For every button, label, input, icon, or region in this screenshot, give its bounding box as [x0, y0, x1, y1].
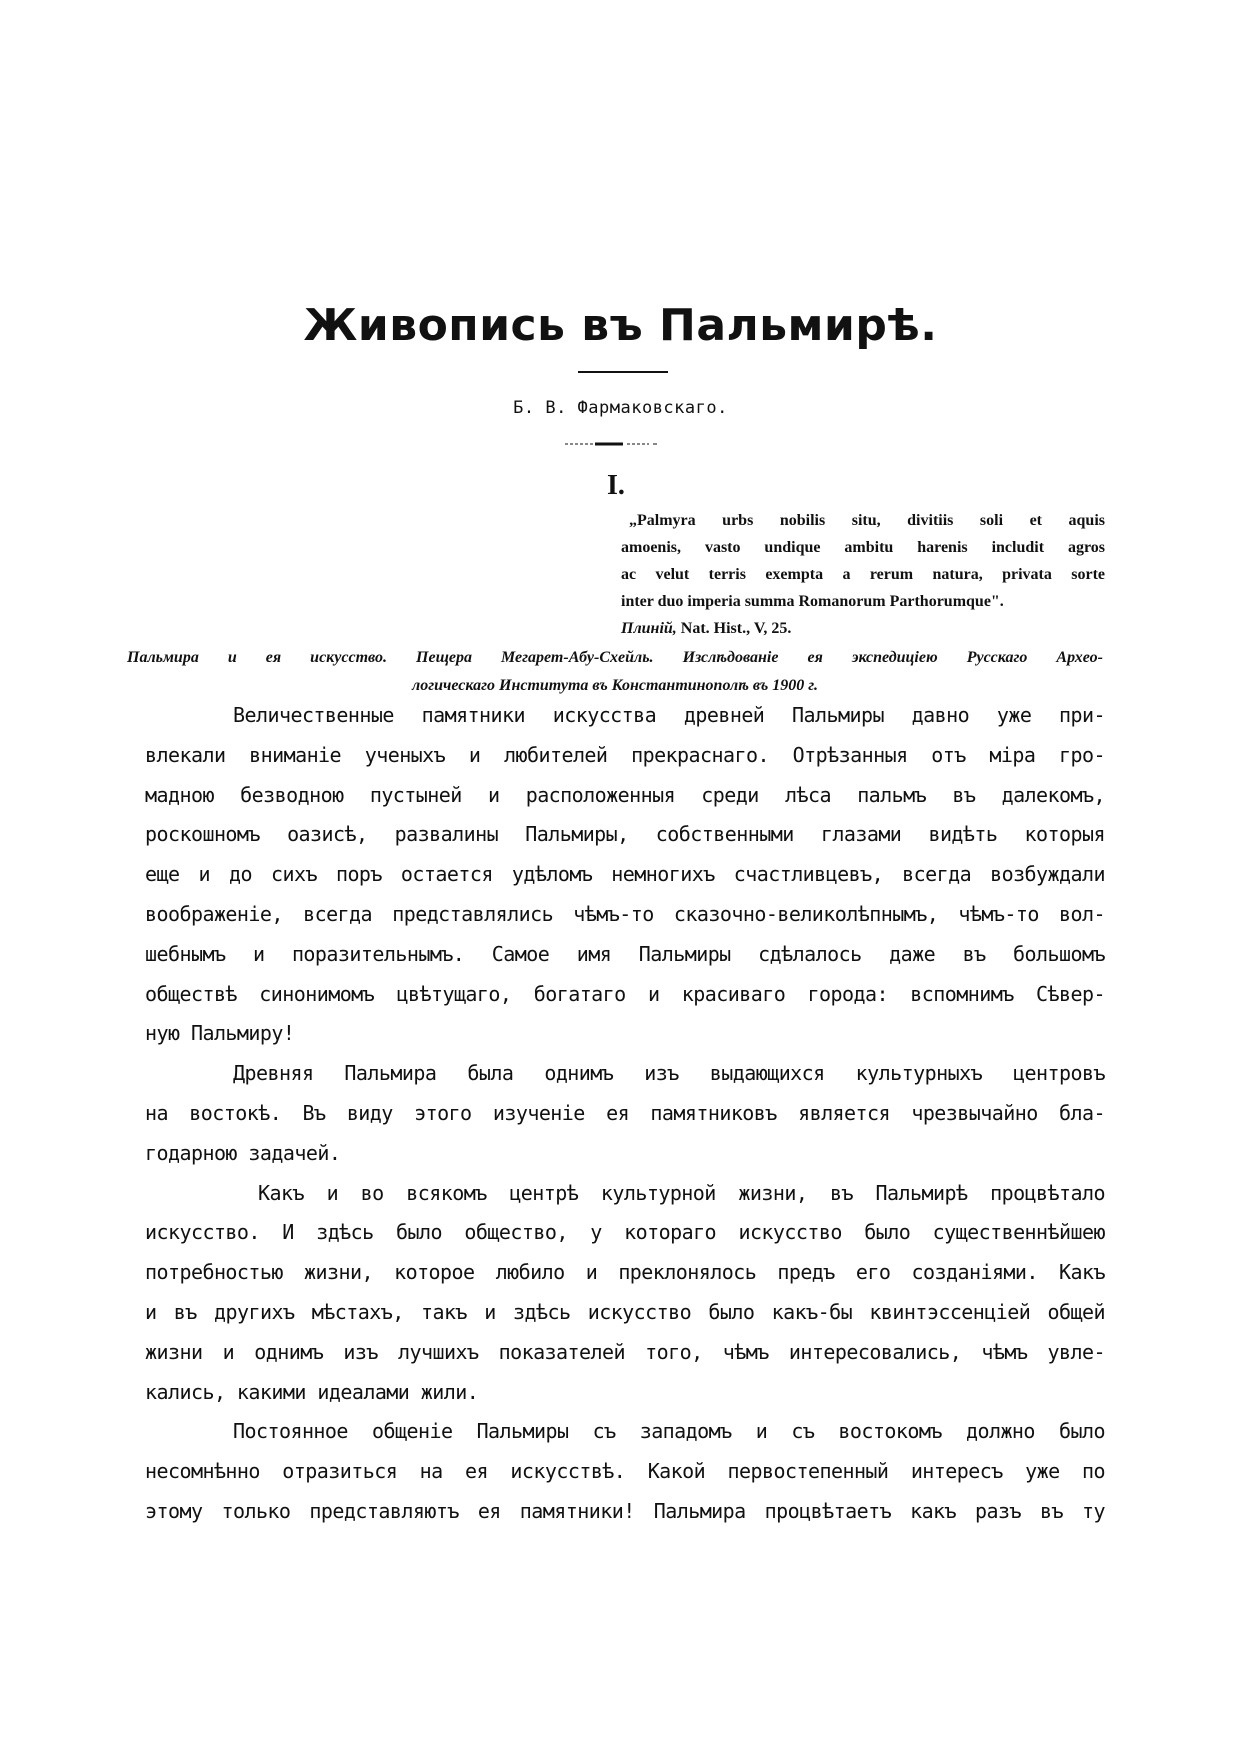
- body-line: жизни и однимъ изъ лучшихъ показателей того, чѣмъ интересовались, чѣмъ увле-: [145, 1339, 1105, 1364]
- body-line: годарною задачей.: [145, 1140, 341, 1165]
- body-line: Величественные памятники искусства древней Пальмиры давно уже при-: [233, 703, 1105, 727]
- subtitle-line: логическаго Института въ Константинополѣ въ 1900 г.: [412, 677, 818, 694]
- epigraph-source-author: Плиній,: [621, 620, 677, 637]
- body-line: мадною безводною пустыней и расположенныя среди лѣса пальмъ въ далекомъ,: [145, 782, 1105, 807]
- epigraph-source: [621, 615, 1105, 642]
- epigraph-source-ref: Nat. Hist., V, 25.: [680, 620, 792, 637]
- author-line: Б. В. Фармаковскаго.: [513, 398, 728, 418]
- article-body: [145, 696, 1105, 1532]
- body-line: влекали вниманіе ученыхъ и любителей прекраснаго. Отрѣзанныя отъ міра гро-: [145, 742, 1105, 767]
- epigraph-line: „Palmyra urbs nobilis situ, divitiis soli et aquis: [629, 512, 1105, 529]
- section-number: I.: [607, 470, 625, 501]
- body-line: Древняя Пальмира была однимъ изъ выдающихся культурныхъ центровъ: [233, 1061, 1105, 1086]
- article-title: Живопись въ Пальмирѣ.: [303, 300, 938, 351]
- body-line: шебнымъ и поразительнымъ. Самое имя Пальмиры сдѣлалось даже въ большомъ: [145, 941, 1105, 966]
- epigraph-line: ac velut terris exempta a rerum natura, privata sorte: [621, 566, 1105, 583]
- body-line: еще и до сихъ поръ остается удѣломъ немногихъ счастливцевъ, всегда возбуждали: [145, 862, 1105, 887]
- title-rule: [578, 371, 668, 373]
- body-line: воображеніе, всегда представлялись чѣмъ-то сказочно-великолѣпнымъ, чѣмъ-то вол-: [145, 901, 1105, 926]
- body-line: Какъ и во всякомъ центрѣ культурной жизни, въ Пальмирѣ процвѣтало: [258, 1180, 1105, 1205]
- ornament-divider: [565, 441, 660, 447]
- body-line: кались, какими идеалами жили.: [145, 1379, 479, 1404]
- body-line: Постоянное общеніе Пальмиры съ западомъ и съ востокомъ должно было: [233, 1419, 1105, 1444]
- epigraph: [621, 507, 1105, 642]
- body-line: на востокѣ. Въ виду этого изученіе ея памятниковъ является чрезвычайно бла-: [145, 1100, 1105, 1125]
- subtitle-line: Пальмира и ея искусство. Пещера Мегарет-Абу-Схейль. Изслѣдованіе ея экспедиціею Русскаго Архео-: [127, 649, 1103, 666]
- epigraph-line: inter duo imperia summa Romanorum Parthorumque".: [621, 593, 1004, 610]
- epigraph-line: amoenis, vasto undique ambitu harenis includit agros: [621, 539, 1105, 556]
- body-line: роскошномъ оазисѣ, развалины Пальмиры, собственными глазами видѣть которыя: [145, 822, 1105, 847]
- body-line: обществѣ синонимомъ цвѣтущаго, богатаго и красиваго города: вспомнимъ Сѣвер-: [145, 981, 1105, 1006]
- body-line: искусство. И здѣсь было общество, у котораго искусство было существеннѣйшею: [145, 1220, 1105, 1245]
- body-line: этому только представляютъ ея памятники! Пальмира процвѣтаетъ какъ разъ въ ту: [145, 1498, 1105, 1523]
- body-line: ную Пальмиру!: [145, 1021, 295, 1046]
- body-line: потребностью жизни, которое любило и преклонялось предъ его созданіями. Какъ: [145, 1260, 1105, 1285]
- body-line: и въ другихъ мѣстахъ, такъ и здѣсь искусство было какъ-бы квинтэссенціей общей: [145, 1299, 1105, 1324]
- body-line: несомнѣнно отразиться на ея искусствѣ. Какой первостепенный интересъ уже по: [145, 1459, 1105, 1484]
- article-subtitle: [127, 644, 1103, 700]
